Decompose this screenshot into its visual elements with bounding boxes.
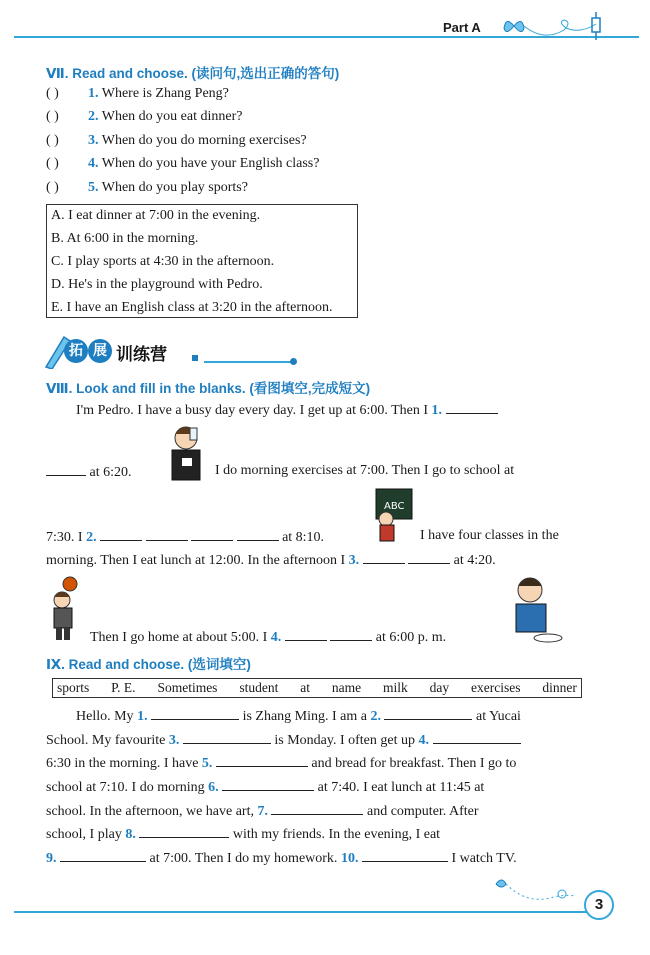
butterfly-lamp-decoration-icon bbox=[500, 8, 620, 42]
word-item: milk bbox=[383, 680, 408, 695]
option-b: B. At 6:00 in the morning. bbox=[51, 231, 199, 246]
options-box bbox=[46, 204, 358, 318]
section8-title: Ⅷ. Look and fill in the blanks. (看图填空,完成短文) bbox=[46, 381, 371, 396]
s8-line4: morning. Then I eat lunch at 12:00. In the afternoon I 3. at 4:20. bbox=[46, 553, 496, 568]
word-item: Sometimes bbox=[157, 680, 218, 695]
option-e: E. I have an English class at 3:20 in the afternoon. bbox=[51, 300, 333, 315]
question-row: ( ) 5. When do you play sports? bbox=[46, 180, 248, 195]
s9-line4: school at 7:10. I do morning 6. at 7:40. I eat lunch at 11:45 at bbox=[46, 780, 485, 795]
word-item: sports bbox=[57, 680, 90, 695]
option-d: D. He's in the playground with Pedro. bbox=[51, 277, 263, 292]
s8-line2b: I do morning exercises at 7:00. Then I go to school at bbox=[215, 463, 515, 478]
section9-title: Ⅸ. Read and choose. (选词填空) bbox=[46, 657, 251, 672]
boy-drinking-icon bbox=[160, 424, 212, 484]
part-label: Part A bbox=[443, 20, 481, 35]
s8-line3a: 7:30. I 2. at 8:10. bbox=[46, 530, 325, 545]
badge-zhan: 展 bbox=[88, 339, 112, 363]
banner-dot-icon bbox=[290, 358, 297, 365]
footer-rule bbox=[14, 911, 589, 913]
word-box bbox=[52, 678, 582, 698]
banner-square-icon bbox=[192, 355, 198, 361]
question-row: ( ) 1. Where is Zhang Peng? bbox=[46, 86, 229, 101]
badge-tuo: 拓 bbox=[64, 339, 88, 363]
s9-line3: 6:30 in the morning. I have 5. and bread for breakfast. Then I go to bbox=[46, 756, 517, 771]
question-row: ( ) 4. When do you have your English class? bbox=[46, 156, 320, 171]
word-item: P. E. bbox=[111, 680, 136, 695]
s9-line1: Hello. My 1. is Zhang Ming. I am a 2. at Yucai bbox=[76, 709, 521, 724]
word-item: exercises bbox=[471, 680, 521, 695]
s9-line7: 9. at 7:00. Then I do my homework. 10. I watch TV. bbox=[46, 851, 517, 866]
s9-line5: school. In the afternoon, we have art, 7. and computer. After bbox=[46, 804, 479, 819]
banner-rule bbox=[204, 361, 292, 363]
word-item: at bbox=[300, 680, 310, 695]
boy-basketball-icon bbox=[48, 576, 84, 642]
section7-title: Ⅶ. Read and choose. (读问句,选出正确的答句) bbox=[46, 66, 340, 81]
option-a: A. I eat dinner at 7:00 in the evening. bbox=[51, 208, 261, 223]
s9-line6: school, I play 8. with my friends. In the evening, I eat bbox=[46, 827, 441, 842]
banner-text: 训练营 bbox=[116, 345, 167, 365]
svg-text:ABC: ABC bbox=[384, 501, 405, 512]
s8-line2a: at 6:20. bbox=[46, 463, 132, 481]
option-c: C. I play sports at 4:30 in the afternoon. bbox=[51, 254, 275, 269]
boy-blackboard-icon bbox=[372, 487, 416, 543]
s9-line2: School. My favourite 3. is Monday. I often get up 4. bbox=[46, 731, 521, 749]
s8-line3c: I have four classes in the bbox=[420, 528, 559, 543]
s8-line5: Then I go home at about 5:00. I 4. at 6:00 p. m. bbox=[90, 630, 447, 645]
boy-eating-icon bbox=[502, 574, 566, 646]
word-item: dinner bbox=[542, 680, 577, 695]
question-row: ( ) 3. When do you do morning exercises? bbox=[46, 133, 307, 148]
footer-butterfly-decoration-icon bbox=[490, 874, 582, 906]
page-number: 3 bbox=[584, 890, 614, 920]
word-item: name bbox=[331, 680, 362, 695]
word-item: student bbox=[239, 680, 279, 695]
word-item: day bbox=[429, 680, 450, 695]
s8-line1: I'm Pedro. I have a busy day every day. I get up at 6:00. Then I 1. bbox=[76, 401, 498, 419]
question-row: ( ) 2. When do you eat dinner? bbox=[46, 109, 243, 124]
